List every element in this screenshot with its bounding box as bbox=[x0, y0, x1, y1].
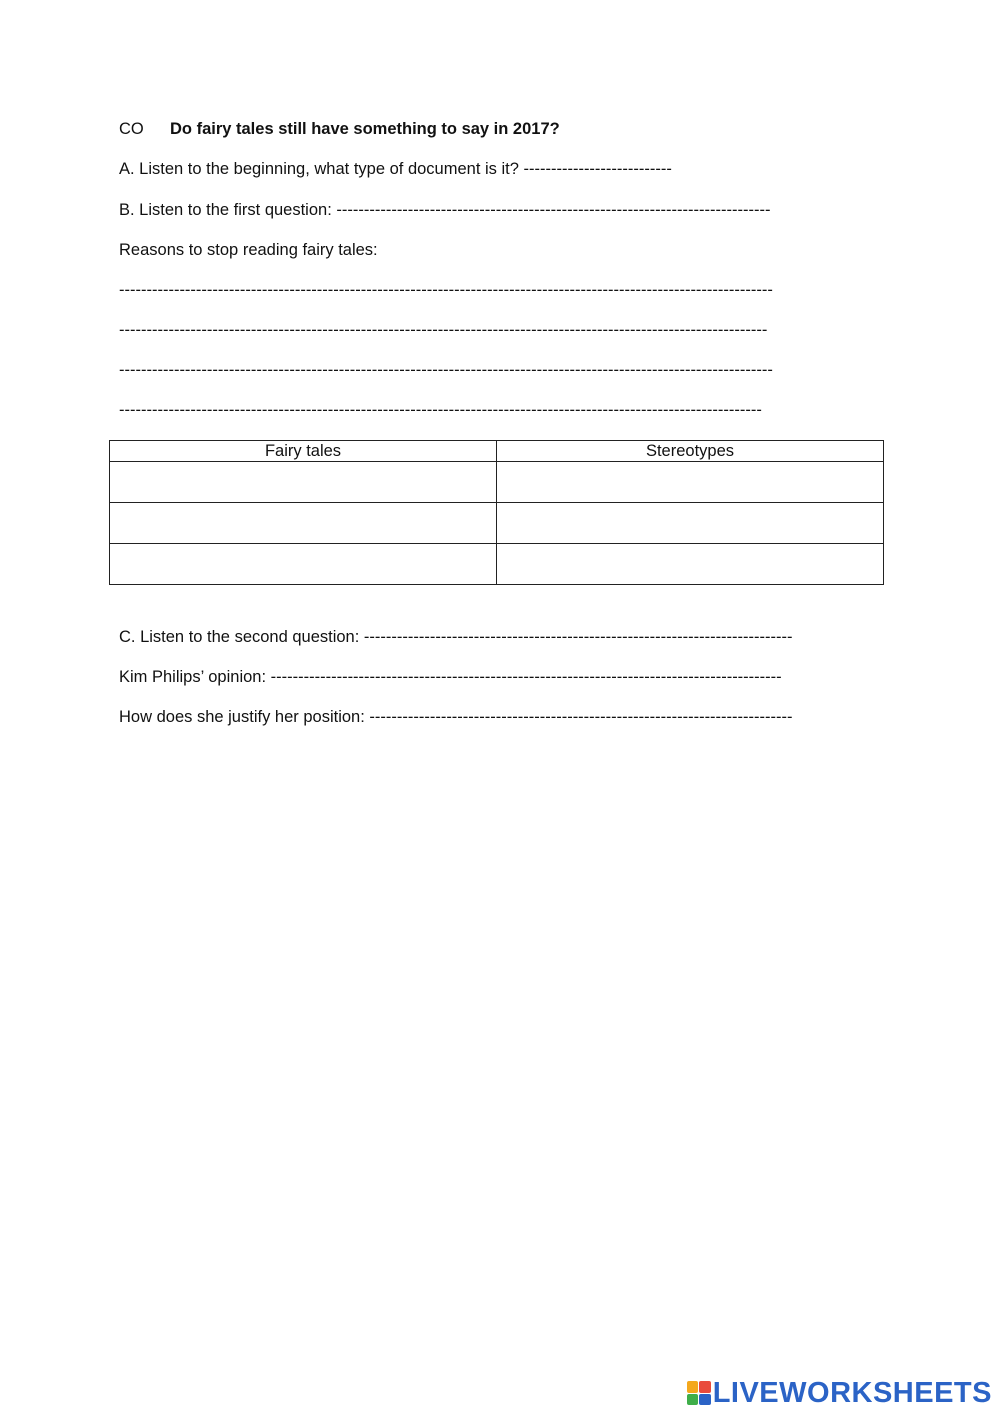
logo-square bbox=[699, 1381, 711, 1393]
fairy-tales-stereotypes-table bbox=[109, 440, 884, 585]
question-c-prompt: C. Listen to the second question: bbox=[119, 628, 364, 646]
liveworksheets-logo-icon bbox=[687, 1381, 711, 1405]
reason-answer-line[interactable]: --------------------------------------------------------------------------------------------------------------------- bbox=[119, 401, 762, 419]
logo-square bbox=[687, 1394, 699, 1406]
brand-name: LIVEWORKSHEETS bbox=[712, 1376, 992, 1409]
fairy-tale-answer-cell[interactable] bbox=[110, 503, 497, 544]
question-c bbox=[119, 627, 793, 647]
opinion-label: Kim Philips’ opinion: bbox=[119, 668, 271, 686]
question-a bbox=[119, 159, 672, 179]
table-row bbox=[110, 462, 884, 503]
question-a-answer-blank[interactable]: --------------------------- bbox=[523, 160, 672, 178]
reasons-label: Reasons to stop reading fairy tales: bbox=[119, 241, 378, 259]
stereotype-answer-cell[interactable] bbox=[497, 462, 884, 503]
opinion-answer-blank[interactable]: --------------------------------------------------------------------------------------------- bbox=[270, 668, 782, 686]
worksheet-title: Do fairy tales still have something to say in 2017? bbox=[170, 120, 560, 138]
table-row bbox=[110, 503, 884, 544]
question-a-prompt: A. Listen to the beginning, what type of document is it? bbox=[119, 160, 524, 178]
justify-question bbox=[119, 707, 792, 727]
justify-answer-blank[interactable]: ----------------------------------------------------------------------------- bbox=[369, 708, 793, 726]
question-b-prompt: B. Listen to the first question: bbox=[119, 201, 337, 219]
question-b-answer-blank[interactable]: ------------------------------------------------------------------------------- bbox=[336, 201, 771, 219]
reason-answer-line[interactable]: ----------------------------------------------------------------------------------------------------------------------- bbox=[119, 361, 773, 379]
logo-square bbox=[699, 1394, 711, 1406]
column-header-stereotypes: Stereotypes bbox=[497, 441, 884, 462]
stereotype-answer-cell[interactable] bbox=[497, 503, 884, 544]
logo-square bbox=[687, 1381, 699, 1393]
worksheet-title-row bbox=[119, 119, 560, 139]
fairy-tale-answer-cell[interactable] bbox=[110, 462, 497, 503]
table-row bbox=[110, 544, 884, 585]
opinion-question bbox=[119, 667, 782, 687]
reason-answer-line[interactable]: ----------------------------------------------------------------------------------------------------------------------- bbox=[119, 281, 773, 299]
course-code: CO bbox=[119, 120, 144, 138]
fairy-tale-answer-cell[interactable] bbox=[110, 544, 497, 585]
column-header-fairy-tales: Fairy tales bbox=[110, 441, 497, 462]
reason-answer-line[interactable]: ---------------------------------------------------------------------------------------------------------------------- bbox=[119, 321, 768, 339]
stereotype-answer-cell[interactable] bbox=[497, 544, 884, 585]
justify-label: How does she justify her position: bbox=[119, 708, 370, 726]
liveworksheets-watermark bbox=[687, 1376, 992, 1410]
question-c-answer-blank[interactable]: ------------------------------------------------------------------------------ bbox=[363, 628, 793, 646]
table-header-row bbox=[110, 441, 884, 462]
question-b bbox=[119, 200, 770, 220]
